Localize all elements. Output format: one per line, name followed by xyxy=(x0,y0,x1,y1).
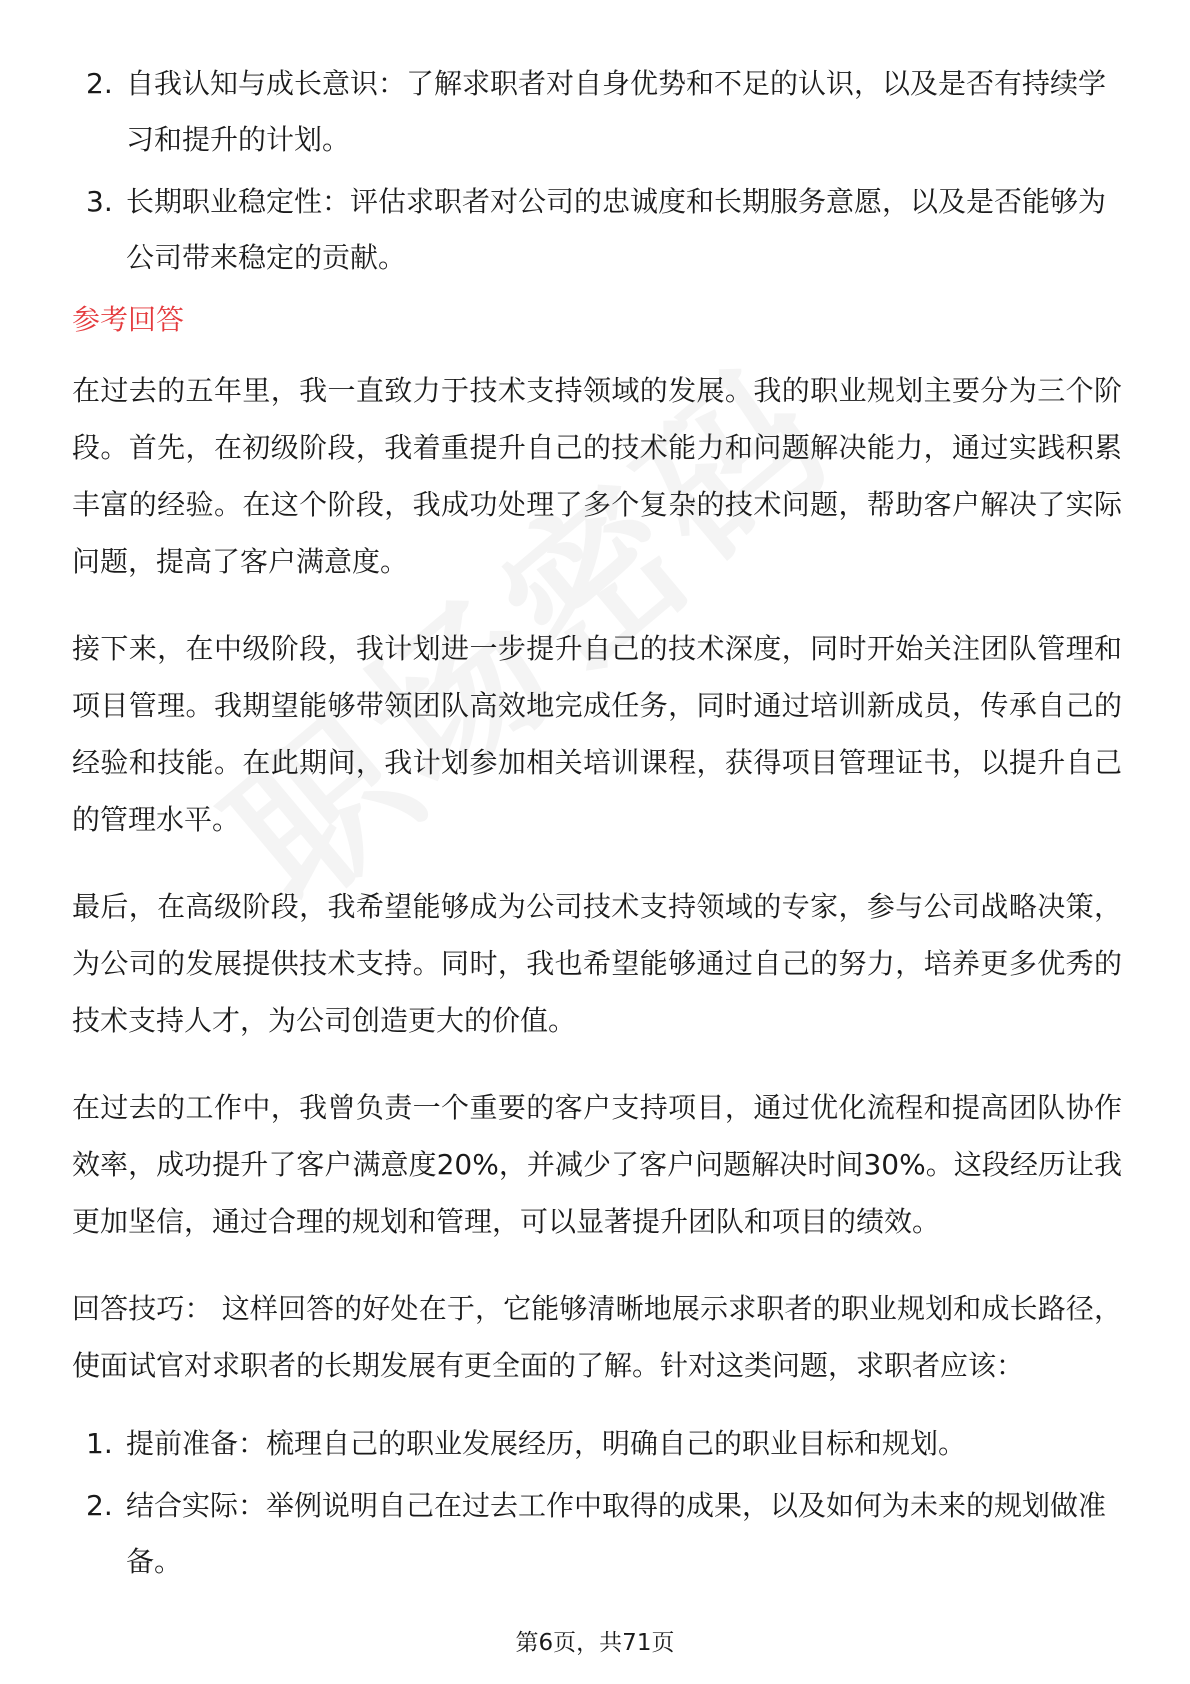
list-item-text: 提前准备：梳理自己的职业发展经历，明确自己的职业目标和规划。 xyxy=(126,1427,967,1460)
paragraph: 最后，在高级阶段，我希望能够成为公司技术支持领域的专家，参与公司战略决策，为公司的发展提供技术支持。同时，我也希望能够通过自己的努力，培养更多优秀的技术支持人才，为公司创造更大的价值。 xyxy=(72,890,1122,1037)
list-item xyxy=(72,174,1122,286)
list-item xyxy=(72,1416,1122,1472)
section-heading: 参考回答 xyxy=(72,303,185,336)
list-item-number: 2. xyxy=(86,1489,113,1522)
list-item-number: 1. xyxy=(86,1427,113,1460)
paragraph: 回答技巧： 这样回答的好处在于，它能够清晰地展示求职者的职业规划和成长路径，使面试官对求职者的长期发展有更全面的了解。针对这类问题，求职者应该： xyxy=(72,1292,1122,1382)
criteria-list xyxy=(72,56,1122,286)
page-content xyxy=(72,56,1122,1596)
list-item-text: 自我认知与成长意识：了解求职者对自身优势和不足的认识，以及是否有持续学习和提升的计划。 xyxy=(126,67,1107,156)
list-item xyxy=(72,1478,1122,1590)
list-item-text: 结合实际：举例说明自己在过去工作中取得的成果，以及如何为未来的规划做准备。 xyxy=(126,1489,1107,1578)
paragraph: 在过去的工作中，我曾负责一个重要的客户支持项目，通过优化流程和提高团队协作效率，成功提升了客户满意度20%，并减少了客户问题解决时间30%。这段经历让我更加坚信，通过合理的规划和管理，可以显著提升团队和项目的绩效。 xyxy=(72,1091,1122,1238)
page-number: 第6页，共71页 xyxy=(515,1630,675,1656)
list-item-text: 长期职业稳定性：评估求职者对公司的忠诚度和长期服务意愿，以及是否能够为公司带来稳定的贡献。 xyxy=(126,185,1107,274)
paragraph: 在过去的五年里，我一直致力于技术支持领域的发展。我的职业规划主要分为三个阶段。首先，在初级阶段，我着重提升自己的技术能力和问题解决能力，通过实践积累丰富的经验。在这个阶段，我成功处理了多个复杂的技术问题，帮助客户解决了实际问题，提高了客户满意度。 xyxy=(72,374,1122,578)
list-item-number: 2. xyxy=(86,67,113,100)
tips-list xyxy=(72,1416,1122,1590)
list-item xyxy=(72,56,1122,168)
list-item-number: 3. xyxy=(86,185,113,218)
paragraph: 接下来，在中级阶段，我计划进一步提升自己的技术深度，同时开始关注团队管理和项目管理。我期望能够带领团队高效地完成任务，同时通过培训新成员，传承自己的经验和技能。在此期间，我计划参加相关培训课程，获得项目管理证书，以提升自己的管理水平。 xyxy=(72,632,1122,836)
